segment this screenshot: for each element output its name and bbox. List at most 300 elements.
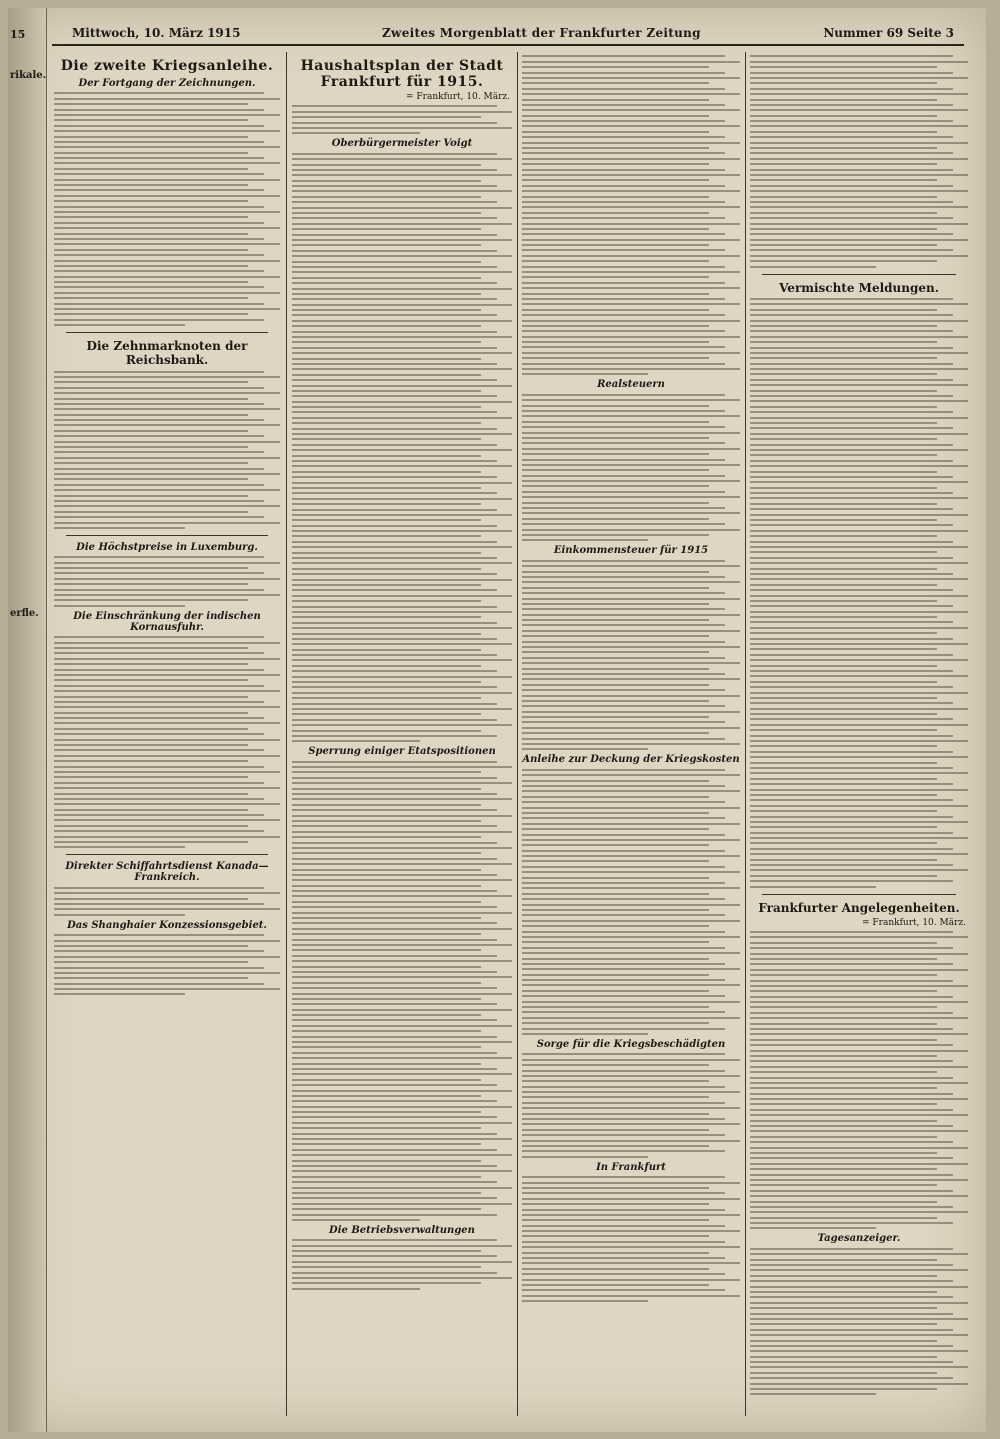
- text-line: [54, 446, 248, 448]
- text-line: [750, 1211, 968, 1213]
- text-line: [750, 61, 968, 63]
- article-body: [522, 55, 740, 375]
- text-line: [54, 950, 264, 952]
- text-line: [750, 363, 953, 365]
- text-line: [292, 955, 497, 957]
- text-line: [750, 66, 937, 68]
- text-line: [54, 733, 264, 735]
- text-line: [750, 990, 937, 992]
- text-line: [522, 1257, 725, 1259]
- text-line: [522, 82, 709, 84]
- text-line: [292, 949, 481, 951]
- text-line: [522, 507, 725, 509]
- text-line: [750, 1217, 937, 1219]
- text-line: [54, 125, 264, 127]
- text-line: [292, 616, 481, 618]
- text-line: [750, 611, 968, 613]
- text-line: [54, 690, 280, 692]
- text-line: [522, 303, 740, 305]
- text-line: [750, 1087, 937, 1089]
- text-line: [54, 652, 264, 654]
- column-4: [748, 52, 970, 1416]
- text-line: [54, 908, 280, 910]
- text-line: [54, 281, 248, 283]
- text-line: [750, 1163, 968, 1165]
- text-line: [522, 459, 725, 461]
- text-line: [522, 485, 709, 487]
- text-line: [54, 511, 248, 513]
- text-line: [750, 842, 937, 844]
- text-line: [522, 1118, 725, 1120]
- text-line: [522, 1176, 725, 1178]
- text-line: [522, 282, 725, 284]
- text-line: [750, 260, 937, 262]
- text-line: [54, 696, 248, 698]
- text-line: [54, 92, 264, 94]
- text-line: [750, 627, 968, 629]
- text-line: [750, 853, 968, 855]
- text-line: [522, 1107, 740, 1109]
- text-line: [750, 196, 937, 198]
- text-line: [54, 500, 264, 502]
- text-line: [522, 502, 709, 504]
- text-line: [522, 266, 725, 268]
- text-line: [292, 288, 512, 290]
- text-line: [292, 681, 481, 683]
- text-line: [292, 1122, 512, 1124]
- text-line: [750, 681, 937, 683]
- text-line: [750, 616, 937, 618]
- text-line: [522, 399, 740, 401]
- text-line: [292, 562, 512, 564]
- text-line: [750, 1372, 937, 1374]
- text-line: [522, 651, 709, 653]
- text-line: [750, 1055, 937, 1057]
- previous-page-edge: [8, 8, 47, 1432]
- text-line: [522, 228, 709, 230]
- text-line: [54, 728, 248, 730]
- text-line: [292, 535, 481, 537]
- text-line: [750, 239, 968, 241]
- text-line: [750, 963, 953, 965]
- text-line: [750, 93, 968, 95]
- previous-page-number: 15: [10, 28, 26, 41]
- text-line: [522, 287, 740, 289]
- text-line: [292, 847, 512, 849]
- text-line: [750, 1329, 953, 1331]
- text-line: [522, 346, 725, 348]
- text-line: [292, 703, 497, 705]
- text-line: [522, 855, 740, 857]
- text-line: [522, 1075, 740, 1077]
- text-line: [292, 341, 481, 343]
- text-line: [522, 581, 740, 583]
- text-line: [522, 363, 725, 365]
- text-line: [522, 1187, 709, 1189]
- text-line: [522, 1209, 725, 1211]
- text-line: [292, 352, 512, 354]
- text-line: [292, 933, 481, 935]
- text-line: [522, 512, 740, 514]
- text-line: [750, 670, 953, 672]
- article-divider: [66, 535, 268, 536]
- text-line: [750, 244, 937, 246]
- text-line: [54, 819, 280, 821]
- text-line: [522, 871, 740, 873]
- text-line: [54, 265, 248, 267]
- text-line: [54, 527, 185, 529]
- text-line: [292, 271, 512, 273]
- text-line: [54, 292, 280, 294]
- text-line: [292, 116, 481, 118]
- text-line: [522, 1064, 709, 1066]
- text-line: [522, 1219, 709, 1221]
- text-line: [292, 1143, 481, 1145]
- text-line: [292, 492, 497, 494]
- text-line: [292, 1219, 420, 1221]
- text-line: [522, 936, 740, 938]
- text-line: [54, 136, 248, 138]
- text-line: [292, 347, 497, 349]
- text-line: [292, 820, 481, 822]
- text-line: [522, 529, 740, 531]
- text-line: [522, 432, 740, 434]
- text-line: [54, 572, 264, 574]
- text-line: [522, 711, 740, 713]
- text-line: [522, 1123, 740, 1125]
- text-line: [292, 793, 497, 795]
- text-line: [522, 1017, 740, 1019]
- text-line: [750, 859, 937, 861]
- subheadline: Der Fortgang der Zeichnungen.: [78, 78, 256, 89]
- text-line: [522, 968, 740, 970]
- text-line: [54, 977, 248, 979]
- text-line: [292, 1111, 481, 1113]
- text-line: [750, 541, 953, 543]
- text-line: [54, 381, 248, 383]
- text-line: [292, 444, 497, 446]
- text-line: [54, 589, 264, 591]
- text-line: [750, 969, 968, 971]
- text-line: [522, 518, 709, 520]
- text-line: [522, 817, 725, 819]
- text-line: [292, 1277, 512, 1279]
- text-line: [522, 93, 740, 95]
- text-line: [750, 190, 968, 192]
- text-line: [292, 804, 481, 806]
- text-line: [750, 1001, 968, 1003]
- text-line: [54, 398, 248, 400]
- text-line: [750, 1264, 953, 1266]
- text-line: [750, 1206, 953, 1208]
- text-line: [292, 638, 497, 640]
- text-line: [54, 414, 248, 416]
- text-line: [750, 821, 968, 823]
- text-line: [522, 190, 740, 192]
- text-line: [292, 525, 497, 527]
- text-line: [292, 1288, 420, 1290]
- text-line: [292, 552, 481, 554]
- text-line: [750, 1120, 937, 1122]
- text-line: [522, 700, 709, 702]
- text-line: [292, 1003, 497, 1005]
- text-line: [522, 534, 709, 536]
- text-line: [292, 643, 512, 645]
- subheadline: Oberbürgermeister Voigt: [331, 138, 473, 150]
- text-line: [750, 320, 968, 322]
- text-line: [522, 598, 740, 600]
- text-line: [292, 541, 497, 543]
- text-line: [292, 1133, 497, 1135]
- text-line: [750, 357, 937, 359]
- text-line: [54, 403, 264, 405]
- text-line: [54, 605, 185, 607]
- text-line: [292, 449, 512, 451]
- text-line: [522, 368, 740, 370]
- article-body: [522, 394, 740, 542]
- text-line: [522, 909, 709, 911]
- text-line: [750, 212, 937, 214]
- text-line: [522, 136, 725, 138]
- text-line: [750, 174, 968, 176]
- text-line: [292, 331, 497, 333]
- text-line: [292, 1014, 481, 1016]
- text-line: [54, 594, 280, 596]
- text-line: [54, 760, 248, 762]
- text-line: [522, 823, 740, 825]
- text-line: [54, 636, 264, 638]
- article-body: [54, 371, 280, 529]
- text-line: [292, 858, 497, 860]
- text-line: [750, 77, 968, 79]
- text-line: [292, 771, 481, 773]
- text-line: [54, 424, 280, 426]
- text-line: [54, 599, 248, 601]
- text-line: [54, 934, 264, 936]
- text-line: [292, 1073, 512, 1075]
- text-line: [522, 646, 740, 648]
- column-rule: [517, 52, 518, 1416]
- text-line: [750, 1259, 937, 1261]
- text-line: [54, 249, 248, 251]
- text-line: [54, 567, 248, 569]
- headline: Die zweite Kriegsanleihe.: [60, 58, 274, 74]
- text-line: [54, 152, 248, 154]
- text-line: [292, 417, 512, 419]
- issue-date: Mittwoch, 10. März 1915: [72, 26, 241, 40]
- text-line: [54, 516, 264, 518]
- text-line: [292, 471, 481, 473]
- text-line: [750, 837, 968, 839]
- text-line: [522, 1086, 725, 1088]
- text-line: [750, 605, 953, 607]
- text-line: [750, 524, 953, 526]
- text-line: [750, 373, 937, 375]
- text-line: [522, 914, 725, 916]
- text-line: [292, 336, 512, 338]
- text-line: [54, 168, 248, 170]
- text-line: [292, 1025, 512, 1027]
- text-line: [292, 606, 497, 608]
- text-line: [750, 848, 953, 850]
- text-line: [292, 411, 497, 413]
- text-line: [750, 1361, 953, 1363]
- article-body: [522, 1176, 740, 1302]
- text-line: [750, 309, 937, 311]
- text-line: [292, 498, 512, 500]
- text-line: [750, 816, 953, 818]
- text-line: [750, 974, 937, 976]
- subheadline: Einkommensteuer für 1915: [553, 545, 709, 557]
- text-line: [292, 906, 497, 908]
- text-line: [522, 812, 709, 814]
- text-line: [522, 1129, 709, 1131]
- text-line: [292, 777, 497, 779]
- text-line: [292, 589, 497, 591]
- text-line: [54, 663, 248, 665]
- text-line: [750, 1130, 968, 1132]
- text-line: [750, 1313, 953, 1315]
- text-line: [522, 662, 740, 664]
- text-line: [54, 744, 248, 746]
- text-line: [522, 860, 709, 862]
- text-line: [522, 394, 725, 396]
- text-line: [522, 705, 725, 707]
- text-line: [54, 430, 248, 432]
- text-line: [522, 163, 709, 165]
- text-line: [522, 55, 725, 57]
- text-line: [750, 708, 968, 710]
- text-line: [292, 788, 481, 790]
- text-line: [54, 993, 185, 995]
- text-line: [522, 844, 709, 846]
- text-line: [750, 1006, 937, 1008]
- text-line: [522, 415, 740, 417]
- text-line: [522, 88, 725, 90]
- text-line: [292, 1214, 497, 1216]
- text-line: [54, 260, 280, 262]
- text-line: [522, 668, 709, 670]
- article-body: [292, 153, 512, 743]
- text-line: [522, 990, 709, 992]
- text-line: [522, 158, 740, 160]
- text-line: [292, 153, 497, 155]
- text-line: [522, 931, 725, 933]
- text-line: [750, 958, 937, 960]
- subheadline: Sorge für die Kriegsbeschädigten: [536, 1038, 726, 1050]
- text-line: [292, 1266, 481, 1268]
- text-line: [292, 1245, 512, 1247]
- text-line: [522, 77, 740, 79]
- text-line: [750, 557, 953, 559]
- text-line: [292, 1127, 481, 1129]
- article-divider: [762, 274, 956, 275]
- text-line: [522, 995, 725, 997]
- text-line: [54, 146, 280, 148]
- dateline: = Frankfurt, 10. März.: [406, 92, 510, 102]
- text-line: [522, 174, 740, 176]
- text-line: [54, 898, 248, 900]
- text-line: [292, 1165, 497, 1167]
- text-line: [750, 1174, 953, 1176]
- text-line: [522, 1284, 709, 1286]
- text-line: [522, 678, 740, 680]
- text-line: [522, 738, 725, 740]
- text-line: [522, 276, 709, 278]
- text-line: [292, 1154, 512, 1156]
- text-line: [54, 473, 280, 475]
- text-line: [750, 1184, 937, 1186]
- text-line: [292, 395, 497, 397]
- text-line: [750, 686, 953, 688]
- text-line: [292, 852, 481, 854]
- text-line: [54, 387, 264, 389]
- text-line: [292, 654, 497, 656]
- text-line: [750, 125, 968, 127]
- text-line: [292, 363, 497, 365]
- text-line: [292, 1090, 512, 1092]
- text-line: [522, 979, 725, 981]
- text-line: [522, 1289, 725, 1291]
- text-line: [522, 893, 709, 895]
- text-line: [292, 158, 512, 160]
- text-line: [522, 233, 725, 235]
- text-line: [522, 1279, 740, 1281]
- text-line: [750, 454, 937, 456]
- text-line: [292, 1272, 497, 1274]
- text-line: [522, 1235, 709, 1237]
- text-line: [54, 749, 264, 751]
- text-line: [750, 740, 968, 742]
- text-line: [750, 433, 968, 435]
- text-line: [54, 184, 248, 186]
- text-line: [750, 886, 876, 888]
- text-line: [522, 1198, 740, 1200]
- text-line: [522, 249, 725, 251]
- text-line: [292, 633, 481, 635]
- text-line: [750, 266, 876, 268]
- text-line: [522, 1273, 725, 1275]
- text-line: [750, 799, 953, 801]
- text-line: [292, 659, 512, 661]
- text-line: [292, 815, 512, 817]
- article-body: [750, 931, 968, 1229]
- text-line: [292, 1187, 512, 1189]
- text-line: [292, 836, 481, 838]
- text-line: [750, 595, 968, 597]
- text-line: [522, 115, 709, 117]
- text-line: [750, 1227, 876, 1229]
- text-line: [522, 109, 740, 111]
- text-line: [750, 584, 937, 586]
- text-line: [750, 368, 968, 370]
- text-line: [54, 836, 280, 838]
- text-line: [54, 495, 248, 497]
- text-line: [522, 1156, 648, 1158]
- text-line: [292, 433, 512, 435]
- text-line: [292, 761, 497, 763]
- text-line: [522, 1300, 648, 1302]
- text-line: [750, 88, 953, 90]
- text-line: [750, 460, 953, 462]
- text-line: [54, 189, 264, 191]
- text-line: [54, 238, 264, 240]
- text-line: [292, 1019, 497, 1021]
- text-line: [750, 535, 937, 537]
- text-line: [522, 196, 709, 198]
- article-body: [750, 1248, 968, 1396]
- text-line: [522, 469, 709, 471]
